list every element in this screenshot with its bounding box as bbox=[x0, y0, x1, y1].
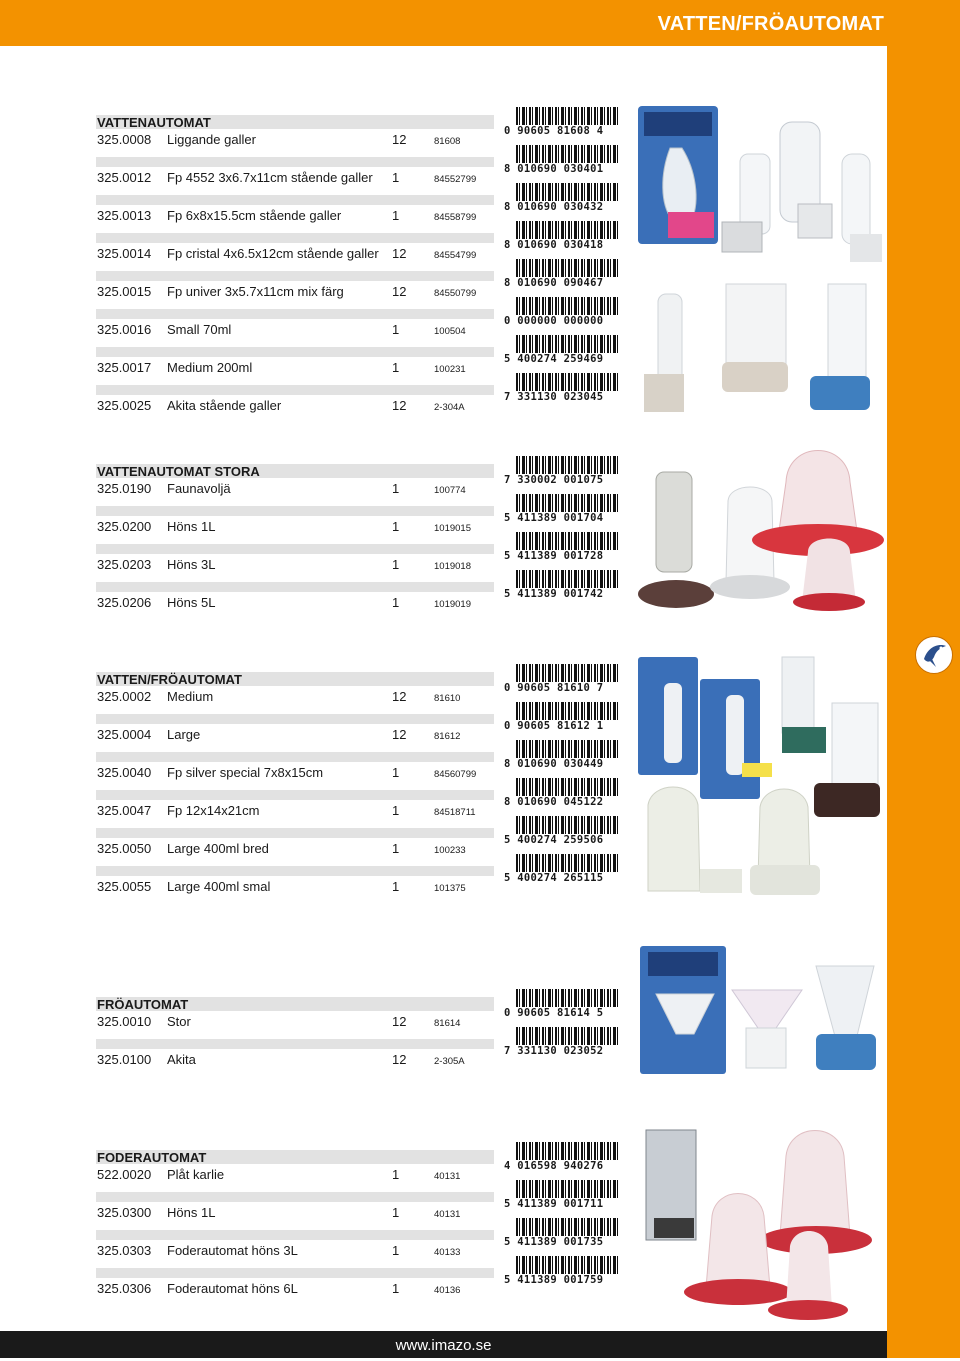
barcode-number: 4 016598 940276 bbox=[504, 1160, 621, 1172]
package-quantity: 1 bbox=[392, 803, 400, 818]
supplier-reference: 40136 bbox=[434, 1285, 461, 1296]
product-row bbox=[96, 1039, 494, 1077]
product-row bbox=[96, 582, 494, 620]
barcode-icon bbox=[504, 456, 621, 488]
section-title: VATTEN/FRÖAUTOMAT bbox=[96, 672, 494, 686]
package-quantity: 12 bbox=[392, 727, 407, 742]
product-row bbox=[96, 157, 494, 195]
row-separator-band bbox=[96, 385, 494, 395]
product-photos-vattenautomat-stora bbox=[636, 442, 886, 617]
product-description: Medium 200ml bbox=[167, 360, 253, 375]
product-description: Höns 1L bbox=[167, 519, 216, 534]
product-photos-vatten-froautomat bbox=[634, 655, 884, 910]
product-row bbox=[96, 478, 494, 506]
product-description: Fp silver special 7x8x15cm bbox=[167, 765, 324, 780]
product-photos-froautomat bbox=[636, 944, 886, 1079]
barcode-number: 0 90605 81608 4 bbox=[504, 125, 621, 137]
product-row bbox=[96, 347, 494, 385]
package-quantity: 1 bbox=[392, 765, 400, 780]
article-number: 325.0100 bbox=[97, 1052, 152, 1067]
product-row bbox=[96, 790, 494, 828]
article-number: 325.0014 bbox=[97, 246, 152, 261]
barcode-number: 0 90605 81612 1 bbox=[504, 720, 621, 732]
product-row bbox=[96, 1164, 494, 1192]
supplier-reference: 84558799 bbox=[434, 212, 477, 223]
barcode-icon bbox=[504, 373, 621, 405]
row-separator-band bbox=[96, 1230, 494, 1240]
supplier-reference: 40133 bbox=[434, 1247, 461, 1258]
product-row bbox=[96, 1268, 494, 1306]
barcode-icon bbox=[504, 1218, 621, 1250]
article-number: 325.0050 bbox=[97, 841, 152, 856]
row-separator-band bbox=[96, 752, 494, 762]
supplier-reference: 100231 bbox=[434, 364, 466, 375]
package-quantity: 1 bbox=[392, 879, 400, 894]
product-section bbox=[96, 1150, 494, 1306]
product-description: Foderautomat höns 6L bbox=[167, 1281, 298, 1296]
barcode-icon bbox=[504, 740, 621, 772]
product-description: Liggande galler bbox=[167, 132, 256, 147]
package-quantity: 12 bbox=[392, 398, 407, 413]
product-row bbox=[96, 866, 494, 904]
article-number: 325.0040 bbox=[97, 765, 152, 780]
supplier-reference: 100233 bbox=[434, 845, 466, 856]
supplier-reference: 1019019 bbox=[434, 599, 471, 610]
product-row bbox=[96, 1011, 494, 1039]
article-number: 325.0206 bbox=[97, 595, 152, 610]
supplier-reference: 81608 bbox=[434, 136, 461, 147]
row-separator-band bbox=[96, 1039, 494, 1049]
barcode-icon bbox=[504, 532, 621, 564]
row-separator-band bbox=[96, 309, 494, 319]
product-row bbox=[96, 686, 494, 714]
barcode-icon bbox=[504, 107, 621, 139]
package-quantity: 1 bbox=[392, 841, 400, 856]
supplier-reference: 100504 bbox=[434, 326, 466, 337]
product-row bbox=[96, 1192, 494, 1230]
package-quantity: 12 bbox=[392, 246, 407, 261]
product-row bbox=[96, 385, 494, 423]
product-row bbox=[96, 309, 494, 347]
barcode-icon bbox=[504, 854, 621, 886]
barcode-number: 8 010690 030449 bbox=[504, 758, 621, 770]
supplier-reference: 84518711 bbox=[434, 807, 476, 818]
article-number: 325.0016 bbox=[97, 322, 152, 337]
section-title: VATTENAUTOMAT STORA bbox=[96, 464, 494, 478]
product-row bbox=[96, 1230, 494, 1268]
row-separator-band bbox=[96, 582, 494, 592]
article-number: 325.0303 bbox=[97, 1243, 152, 1258]
barcode-icon bbox=[504, 259, 621, 291]
barcode-number: 5 411389 001742 bbox=[504, 588, 621, 600]
article-number: 325.0300 bbox=[97, 1205, 152, 1220]
article-number: 325.0008 bbox=[97, 132, 152, 147]
product-description: Fp 12x14x21cm bbox=[167, 803, 260, 818]
barcode-number: 8 010690 030418 bbox=[504, 239, 621, 251]
article-number: 325.0004 bbox=[97, 727, 152, 742]
product-section bbox=[96, 115, 494, 423]
package-quantity: 1 bbox=[392, 595, 400, 610]
article-number: 325.0025 bbox=[97, 398, 152, 413]
row-separator-band bbox=[96, 866, 494, 876]
article-number: 325.0306 bbox=[97, 1281, 152, 1296]
product-description: Fp 4552 3x6.7x11cm stående galler bbox=[167, 170, 373, 185]
barcode-number: 5 400274 259469 bbox=[504, 353, 621, 365]
supplier-reference: 40131 bbox=[434, 1209, 461, 1220]
article-number: 522.0020 bbox=[97, 1167, 152, 1182]
barcode-number: 5 411389 001704 bbox=[504, 512, 621, 524]
barcode-icon bbox=[504, 1027, 621, 1059]
barcode-icon bbox=[504, 1256, 621, 1288]
package-quantity: 1 bbox=[392, 481, 400, 496]
row-separator-band bbox=[96, 233, 494, 243]
supplier-reference: 81610 bbox=[434, 693, 461, 704]
package-quantity: 1 bbox=[392, 557, 400, 572]
product-row bbox=[96, 195, 494, 233]
brand-logo-icon bbox=[915, 636, 953, 674]
barcode-icon bbox=[504, 221, 621, 253]
row-separator-band bbox=[96, 1192, 494, 1202]
supplier-reference: 1019018 bbox=[434, 561, 471, 572]
package-quantity: 12 bbox=[392, 1014, 407, 1029]
package-quantity: 1 bbox=[392, 519, 400, 534]
article-number: 325.0013 bbox=[97, 208, 152, 223]
row-separator-band bbox=[96, 790, 494, 800]
header-bar bbox=[0, 0, 887, 46]
barcode-number: 0 90605 81614 5 bbox=[504, 1007, 621, 1019]
row-separator-band bbox=[96, 347, 494, 357]
package-quantity: 12 bbox=[392, 132, 407, 147]
product-photos-foderautomat bbox=[640, 1126, 885, 1326]
supplier-reference: 100774 bbox=[434, 485, 466, 496]
barcode-icon bbox=[504, 145, 621, 177]
supplier-reference: 84552799 bbox=[434, 174, 477, 185]
page-title: VATTEN/FRÖAUTOMAT bbox=[657, 13, 884, 35]
product-description: Fp cristal 4x6.5x12cm stående galler bbox=[167, 246, 379, 261]
product-description: Faunavoljä bbox=[167, 481, 231, 496]
barcode-number: 8 010690 030401 bbox=[504, 163, 621, 175]
package-quantity: 1 bbox=[392, 170, 400, 185]
row-separator-band bbox=[96, 506, 494, 516]
barcode-icon bbox=[504, 664, 621, 696]
supplier-reference: 81614 bbox=[434, 1018, 461, 1029]
barcode-number: 5 411389 001759 bbox=[504, 1274, 621, 1286]
product-section bbox=[96, 997, 494, 1077]
product-description: Stor bbox=[167, 1014, 191, 1029]
package-quantity: 1 bbox=[392, 322, 400, 337]
supplier-reference: 84550799 bbox=[434, 288, 477, 299]
side-accent-bar bbox=[887, 0, 960, 1358]
article-number: 325.0017 bbox=[97, 360, 152, 375]
product-description: Fp 6x8x15.5cm stående galler bbox=[167, 208, 342, 223]
supplier-reference: 40131 bbox=[434, 1171, 461, 1182]
barcode-icon bbox=[504, 297, 621, 329]
product-row bbox=[96, 129, 494, 157]
supplier-reference: 2-304A bbox=[434, 402, 465, 413]
supplier-reference: 1019015 bbox=[434, 523, 471, 534]
barcode-number: 7 331130 023045 bbox=[504, 391, 621, 403]
barcode-icon bbox=[504, 1180, 621, 1212]
package-quantity: 1 bbox=[392, 1205, 400, 1220]
package-quantity: 1 bbox=[392, 1167, 400, 1182]
supplier-reference: 84554799 bbox=[434, 250, 477, 261]
barcode-icon bbox=[504, 335, 621, 367]
supplier-reference: 81612 bbox=[434, 731, 461, 742]
row-separator-band bbox=[96, 195, 494, 205]
row-separator-band bbox=[96, 544, 494, 554]
section-title: FRÖAUTOMAT bbox=[96, 997, 494, 1011]
barcode-number: 7 330002 001075 bbox=[504, 474, 621, 486]
product-row bbox=[96, 544, 494, 582]
product-row bbox=[96, 506, 494, 544]
barcode-number: 0 90605 81610 7 bbox=[504, 682, 621, 694]
barcode-number: 5 400274 265115 bbox=[504, 872, 621, 884]
product-section bbox=[96, 464, 494, 620]
product-photos-vattenautomat bbox=[630, 104, 885, 419]
row-separator-band bbox=[96, 1268, 494, 1278]
section-title: FODERAUTOMAT bbox=[96, 1150, 494, 1164]
supplier-reference: 101375 bbox=[434, 883, 466, 894]
barcode-number: 7 331130 023052 bbox=[504, 1045, 621, 1057]
row-separator-band bbox=[96, 714, 494, 724]
barcode-number: 8 010690 090467 bbox=[504, 277, 621, 289]
product-description: Plåt karlie bbox=[167, 1167, 225, 1182]
article-number: 325.0047 bbox=[97, 803, 152, 818]
package-quantity: 1 bbox=[392, 1243, 400, 1258]
product-description: Large bbox=[167, 727, 201, 742]
product-row bbox=[96, 271, 494, 309]
product-description: Höns 5L bbox=[167, 595, 216, 610]
article-number: 325.0002 bbox=[97, 689, 152, 704]
supplier-reference: 84560799 bbox=[434, 769, 477, 780]
barcode-icon bbox=[504, 816, 621, 848]
product-row bbox=[96, 233, 494, 271]
article-number: 325.0012 bbox=[97, 170, 152, 185]
article-number: 325.0203 bbox=[97, 557, 152, 572]
package-quantity: 1 bbox=[392, 360, 400, 375]
article-number: 325.0010 bbox=[97, 1014, 152, 1029]
package-quantity: 12 bbox=[392, 1052, 407, 1067]
barcode-icon bbox=[504, 570, 621, 602]
product-description: Foderautomat höns 3L bbox=[167, 1243, 298, 1258]
product-description: Large 400ml smal bbox=[167, 879, 271, 894]
product-description: Large 400ml bred bbox=[167, 841, 269, 856]
article-number: 325.0055 bbox=[97, 879, 152, 894]
barcode-icon bbox=[504, 778, 621, 810]
barcode-number: 5 411389 001728 bbox=[504, 550, 621, 562]
footer-url-link[interactable]: www.imazo.se bbox=[395, 1337, 492, 1354]
product-description: Höns 1L bbox=[167, 1205, 216, 1220]
package-quantity: 12 bbox=[392, 284, 407, 299]
product-description: Medium bbox=[167, 689, 214, 704]
product-row bbox=[96, 714, 494, 752]
row-separator-band bbox=[96, 157, 494, 167]
barcode-number: 5 411389 001735 bbox=[504, 1236, 621, 1248]
product-description: Fp univer 3x5.7x11cm mix färg bbox=[167, 284, 344, 299]
article-number: 325.0015 bbox=[97, 284, 152, 299]
row-separator-band bbox=[96, 271, 494, 281]
product-row bbox=[96, 752, 494, 790]
barcode-number: 8 010690 045122 bbox=[504, 796, 621, 808]
barcode-icon bbox=[504, 702, 621, 734]
barcode-number: 8 010690 030432 bbox=[504, 201, 621, 213]
article-number: 325.0200 bbox=[97, 519, 152, 534]
barcode-number: 0 000000 000000 bbox=[504, 315, 621, 327]
supplier-reference: 2-305A bbox=[434, 1056, 465, 1067]
barcode-icon bbox=[504, 183, 621, 215]
barcode-icon bbox=[504, 989, 621, 1021]
barcode-number: 5 411389 001711 bbox=[504, 1198, 621, 1210]
product-description: Akita stående galler bbox=[167, 398, 282, 413]
product-row bbox=[96, 828, 494, 866]
package-quantity: 1 bbox=[392, 208, 400, 223]
article-number: 325.0190 bbox=[97, 481, 152, 496]
barcode-icon bbox=[504, 494, 621, 526]
product-description: Small 70ml bbox=[167, 322, 232, 337]
product-section bbox=[96, 672, 494, 904]
product-description: Akita bbox=[167, 1052, 196, 1067]
barcode-number: 5 400274 259506 bbox=[504, 834, 621, 846]
section-title: VATTENAUTOMAT bbox=[96, 115, 494, 129]
package-quantity: 1 bbox=[392, 1281, 400, 1296]
product-description: Höns 3L bbox=[167, 557, 216, 572]
package-quantity: 12 bbox=[392, 689, 407, 704]
row-separator-band bbox=[96, 828, 494, 838]
barcode-icon bbox=[504, 1142, 621, 1174]
